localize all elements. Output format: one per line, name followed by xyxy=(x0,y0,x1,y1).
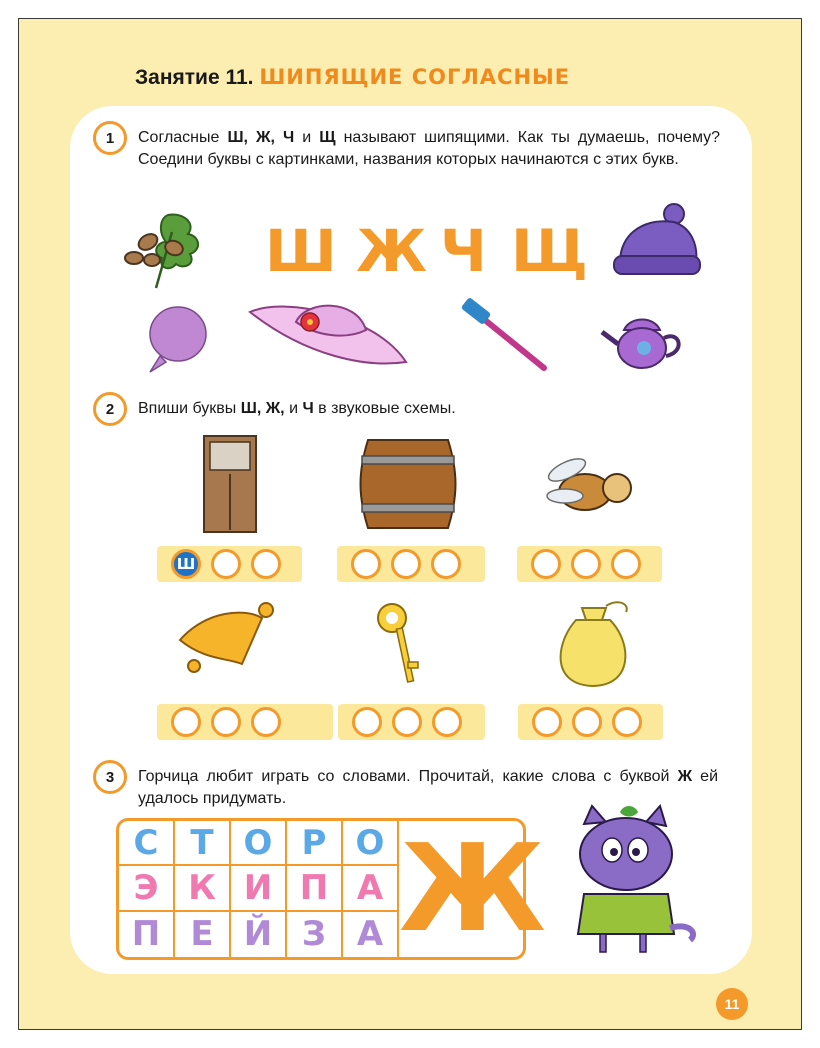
bell-picture[interactable] xyxy=(176,600,276,680)
grid-letter: З xyxy=(287,912,343,957)
grid-letter: Е xyxy=(175,912,231,957)
page-number: 11 xyxy=(716,988,748,1020)
sound-slot[interactable] xyxy=(171,707,201,737)
letter-sh[interactable]: Ш xyxy=(265,217,337,285)
lesson-prefix: Занятие 11. xyxy=(135,66,254,89)
barrel-picture[interactable] xyxy=(358,432,458,536)
grid-letter: Э xyxy=(119,866,175,911)
sound-slot[interactable] xyxy=(611,549,641,579)
sound-scheme-bell xyxy=(157,704,333,740)
sound-slot[interactable] xyxy=(532,707,562,737)
letter-shch[interactable]: Щ xyxy=(511,217,588,285)
grid-letter: О xyxy=(231,821,287,866)
oak-branch-picture[interactable] xyxy=(126,210,206,290)
task3-text: Горчица любит играть со словами. Прочитай, какие слова с буквой Ж ей удалось придумать. xyxy=(138,768,719,807)
sound-slot[interactable] xyxy=(431,549,461,579)
balloon-picture[interactable] xyxy=(146,306,210,376)
knit-hat-picture[interactable] xyxy=(612,202,704,278)
grid-letter: Т xyxy=(175,821,231,866)
grid-letter: Й xyxy=(231,912,287,957)
big-letter-zh: Ж xyxy=(399,819,546,959)
grid-letter: П xyxy=(287,866,343,911)
task1-text: Согласные Ш, Ж, Ч и Щ называют шипящими. Как ты думаешь, почему? Соедини буквы с картинками, названия которых начинаются с этих букв. xyxy=(138,129,721,168)
key-picture[interactable] xyxy=(372,602,422,686)
grid-letter: К xyxy=(175,866,231,911)
toothbrush-picture[interactable] xyxy=(460,300,550,372)
sound-slot[interactable] xyxy=(211,707,241,737)
sound-slot[interactable] xyxy=(432,707,462,737)
page-title xyxy=(135,65,570,90)
letter-ch[interactable]: Ч xyxy=(440,217,487,285)
sound-slot[interactable] xyxy=(531,549,561,579)
task1-number: 1 xyxy=(93,121,127,155)
sound-slot[interactable] xyxy=(211,549,241,579)
word-grid xyxy=(116,818,546,960)
sound-slot[interactable] xyxy=(612,707,642,737)
sound-scheme-sack xyxy=(518,704,663,740)
filled-letter-badge: Ш xyxy=(171,549,201,579)
grid-letter: И xyxy=(231,866,287,911)
task2-number: 2 xyxy=(93,392,127,426)
sound-slot[interactable] xyxy=(251,549,281,579)
sound-scheme-beetle xyxy=(517,546,662,582)
sound-slot[interactable] xyxy=(352,707,382,737)
sound-slot[interactable] xyxy=(251,707,281,737)
grid-letter: П xyxy=(119,912,175,957)
sound-scheme-key xyxy=(338,704,485,740)
sound-scheme-barrel xyxy=(337,546,485,582)
wide-brim-hat-picture[interactable] xyxy=(246,296,412,372)
sound-slot[interactable] xyxy=(572,707,602,737)
task3-number: 3 xyxy=(93,760,127,794)
sound-scheme-wardrobe xyxy=(157,546,302,582)
sound-slot[interactable] xyxy=(392,707,422,737)
grid-letter: С xyxy=(119,821,175,866)
lesson-topic: ШИПЯЩИЕ СОГЛАСНЫЕ xyxy=(259,65,571,89)
cat-character-picture xyxy=(560,804,700,960)
teapot-picture[interactable] xyxy=(600,308,690,376)
sound-slot[interactable] xyxy=(351,549,381,579)
sack-picture[interactable] xyxy=(552,594,636,690)
grid-letter: А xyxy=(343,912,399,957)
grid-letter: Р xyxy=(287,821,343,866)
wardrobe-picture[interactable] xyxy=(202,430,260,534)
grid-letter: А xyxy=(343,866,399,911)
grid-letter: О xyxy=(343,821,399,866)
task2-text: Впиши буквы Ш, Ж, и Ч в звуковые схемы. xyxy=(138,400,456,417)
sound-slot[interactable] xyxy=(571,549,601,579)
beetle-picture[interactable] xyxy=(545,446,637,530)
sound-slot[interactable] xyxy=(391,549,421,579)
letter-zh[interactable]: Ж xyxy=(356,217,427,285)
